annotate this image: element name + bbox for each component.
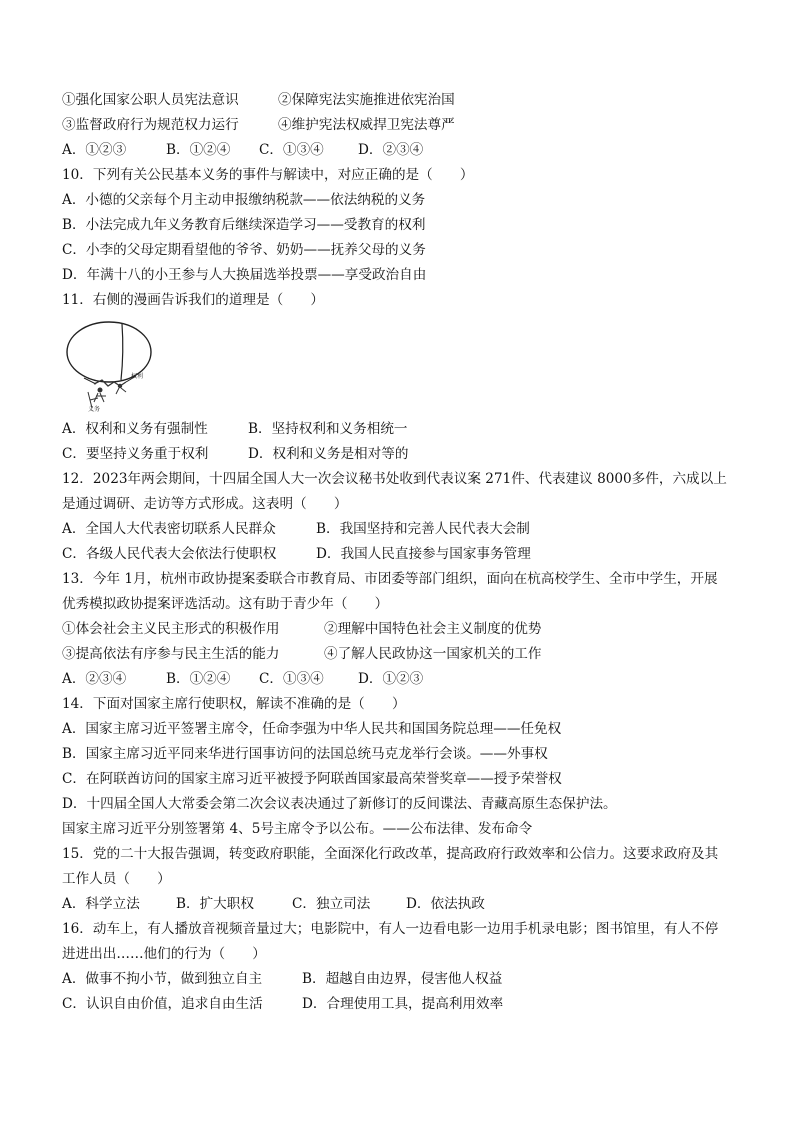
- statement-2: ②保障宪法实施推进依宪治国: [278, 92, 455, 108]
- option-b[interactable]: B．扩大职权: [176, 896, 254, 912]
- option-c[interactable]: C．①③④: [259, 671, 324, 687]
- option-c[interactable]: C．小李的父母定期看望他的爷爷、奶奶——抚养父母的义务: [62, 242, 426, 258]
- statement-line: [62, 620, 542, 638]
- option-a[interactable]: A．国家主席习近平签署主席令，任命李强为中华人民共和国国务院总理——任免权: [62, 721, 562, 737]
- statement-3: ③监督政府行为规范权力运行: [62, 117, 239, 133]
- option-a[interactable]: A．②③④: [62, 671, 127, 687]
- statement-line: [62, 116, 455, 134]
- option-b[interactable]: B．①②④: [166, 142, 231, 158]
- options-q16: [62, 995, 503, 1013]
- cartoon-image: [64, 318, 154, 412]
- option-a[interactable]: A．①②③: [62, 142, 127, 158]
- option-b[interactable]: B．坚持权利和义务相统一: [248, 421, 408, 437]
- option-c[interactable]: C．①③④: [259, 142, 324, 158]
- statement-3: ③提高依法有序参与民主生活的能力: [62, 646, 280, 662]
- question-11: 11．右侧的漫画告诉我们的道理是（ ）: [62, 292, 324, 308]
- option-c[interactable]: C．独立司法: [292, 896, 371, 912]
- option-b[interactable]: B．国家主席习近平同来华进行国事访问的法国总统马克龙举行会谈。——外事权: [62, 746, 548, 762]
- options-q11: [62, 420, 408, 438]
- question-14: 14．下面对国家主席行使职权，解读不准确的是（ ）: [62, 696, 406, 712]
- option-d[interactable]: D．年满十八的小王参与人大换届选举投票——享受政治自由: [62, 267, 427, 283]
- question-15-cont: 工作人员（ ）: [62, 871, 171, 887]
- options-q13: [62, 670, 423, 688]
- question-10: 10．下列有关公民基本义务的事件与解读中，对应正确的是（ ）: [62, 167, 474, 183]
- label-duties: 义务: [88, 406, 101, 412]
- option-b[interactable]: B．①②④: [166, 671, 231, 687]
- option-b[interactable]: B．超越自由边界，侵害他人权益: [302, 971, 503, 987]
- options-q12: [62, 545, 531, 563]
- statement-4: ④维护宪法权威捍卫宪法尊严: [278, 117, 455, 133]
- options-q11: [62, 445, 408, 463]
- option-a[interactable]: A．全国人大代表密切联系人民群众: [62, 521, 276, 537]
- statement-4: ④了解人民政协这一国家机关的工作: [324, 646, 542, 662]
- statement-1: ①体会社会主义民主形式的积极作用: [62, 621, 280, 637]
- option-d[interactable]: D．合理使用工具，提高利用效率: [302, 996, 504, 1012]
- label-rights: 权利: [131, 373, 144, 380]
- statement-line: [62, 91, 455, 109]
- option-d[interactable]: D．①②③: [358, 671, 424, 687]
- statement-line: [62, 645, 542, 663]
- question-12: 12．2023年两会期间，十四届全国人大一次会议秘书处收到代表议案 271件、代表建议 8000多件，六成以上: [62, 471, 727, 487]
- option-d[interactable]: D．十四届全国人大常委会第二次会议表决通过了新修订的反间谍法、青藏高原生态保护法。: [62, 796, 617, 812]
- option-a[interactable]: A．权利和义务有强制性: [62, 421, 208, 437]
- option-c[interactable]: C．各级人民代表大会依法行使职权: [62, 546, 277, 562]
- question-16: 16．动车上，有人播放音视频音量过大；电影院中，有人一边看电影一边用手机录电影；图书馆里，有人不停: [62, 921, 719, 937]
- statement-2: ②理解中国特色社会主义制度的优势: [324, 621, 542, 637]
- option-d[interactable]: D．我国人民直接参与国家事务管理: [316, 546, 531, 562]
- option-c[interactable]: C．要坚持义务重于权利: [62, 446, 209, 462]
- option-c[interactable]: C．认识自由价值，追求自由生活: [62, 996, 263, 1012]
- option-b[interactable]: B．我国坚持和完善人民代表大会制: [316, 521, 530, 537]
- option-c[interactable]: C．在阿联酋访问的国家主席习近平被授予阿联酋国家最高荣誉奖章——授予荣誉权: [62, 771, 562, 787]
- options-q16: [62, 970, 502, 988]
- options-q12: [62, 520, 530, 538]
- option-a[interactable]: A．科学立法: [62, 896, 140, 912]
- options-q15: [62, 895, 485, 913]
- statement-1: ①强化国家公职人员宪法意识: [62, 92, 239, 108]
- question-16-cont: 进进出出……他们的行为（ ）: [62, 946, 266, 962]
- question-13: 13．今年 1月，杭州市政协提案委联合市教育局、市团委等部门组织，面向在杭高校学生、全市中学生，开展: [62, 571, 718, 587]
- option-d-cont: 国家主席习近平分别签署第 4、5号主席令予以公布。——公布法律、发布命令: [62, 821, 533, 837]
- option-a[interactable]: A．做事不拘小节，做到独立自主: [62, 971, 263, 987]
- option-b[interactable]: B．小法完成九年义务教育后继续深造学习——受教育的权利: [62, 217, 426, 233]
- option-d[interactable]: D．②③④: [358, 142, 424, 158]
- question-13-cont: 优秀模拟政协提案评选活动。这有助于青少年（ ）: [62, 596, 389, 612]
- option-d[interactable]: D．依法执政: [406, 896, 485, 912]
- option-a[interactable]: A．小德的父亲每个月主动申报缴纳税款——依法纳税的义务: [62, 192, 426, 208]
- question-15: 15．党的二十大报告强调，转变政府职能，全面深化行政改革，提高政府行政效率和公信力。这要求政府及其: [62, 846, 719, 862]
- options-q9: [62, 141, 423, 159]
- question-12-cont: 是通过调研、走访等方式形成。这表明（ ）: [62, 496, 348, 512]
- option-d[interactable]: D．权利和义务是相对等的: [248, 446, 409, 462]
